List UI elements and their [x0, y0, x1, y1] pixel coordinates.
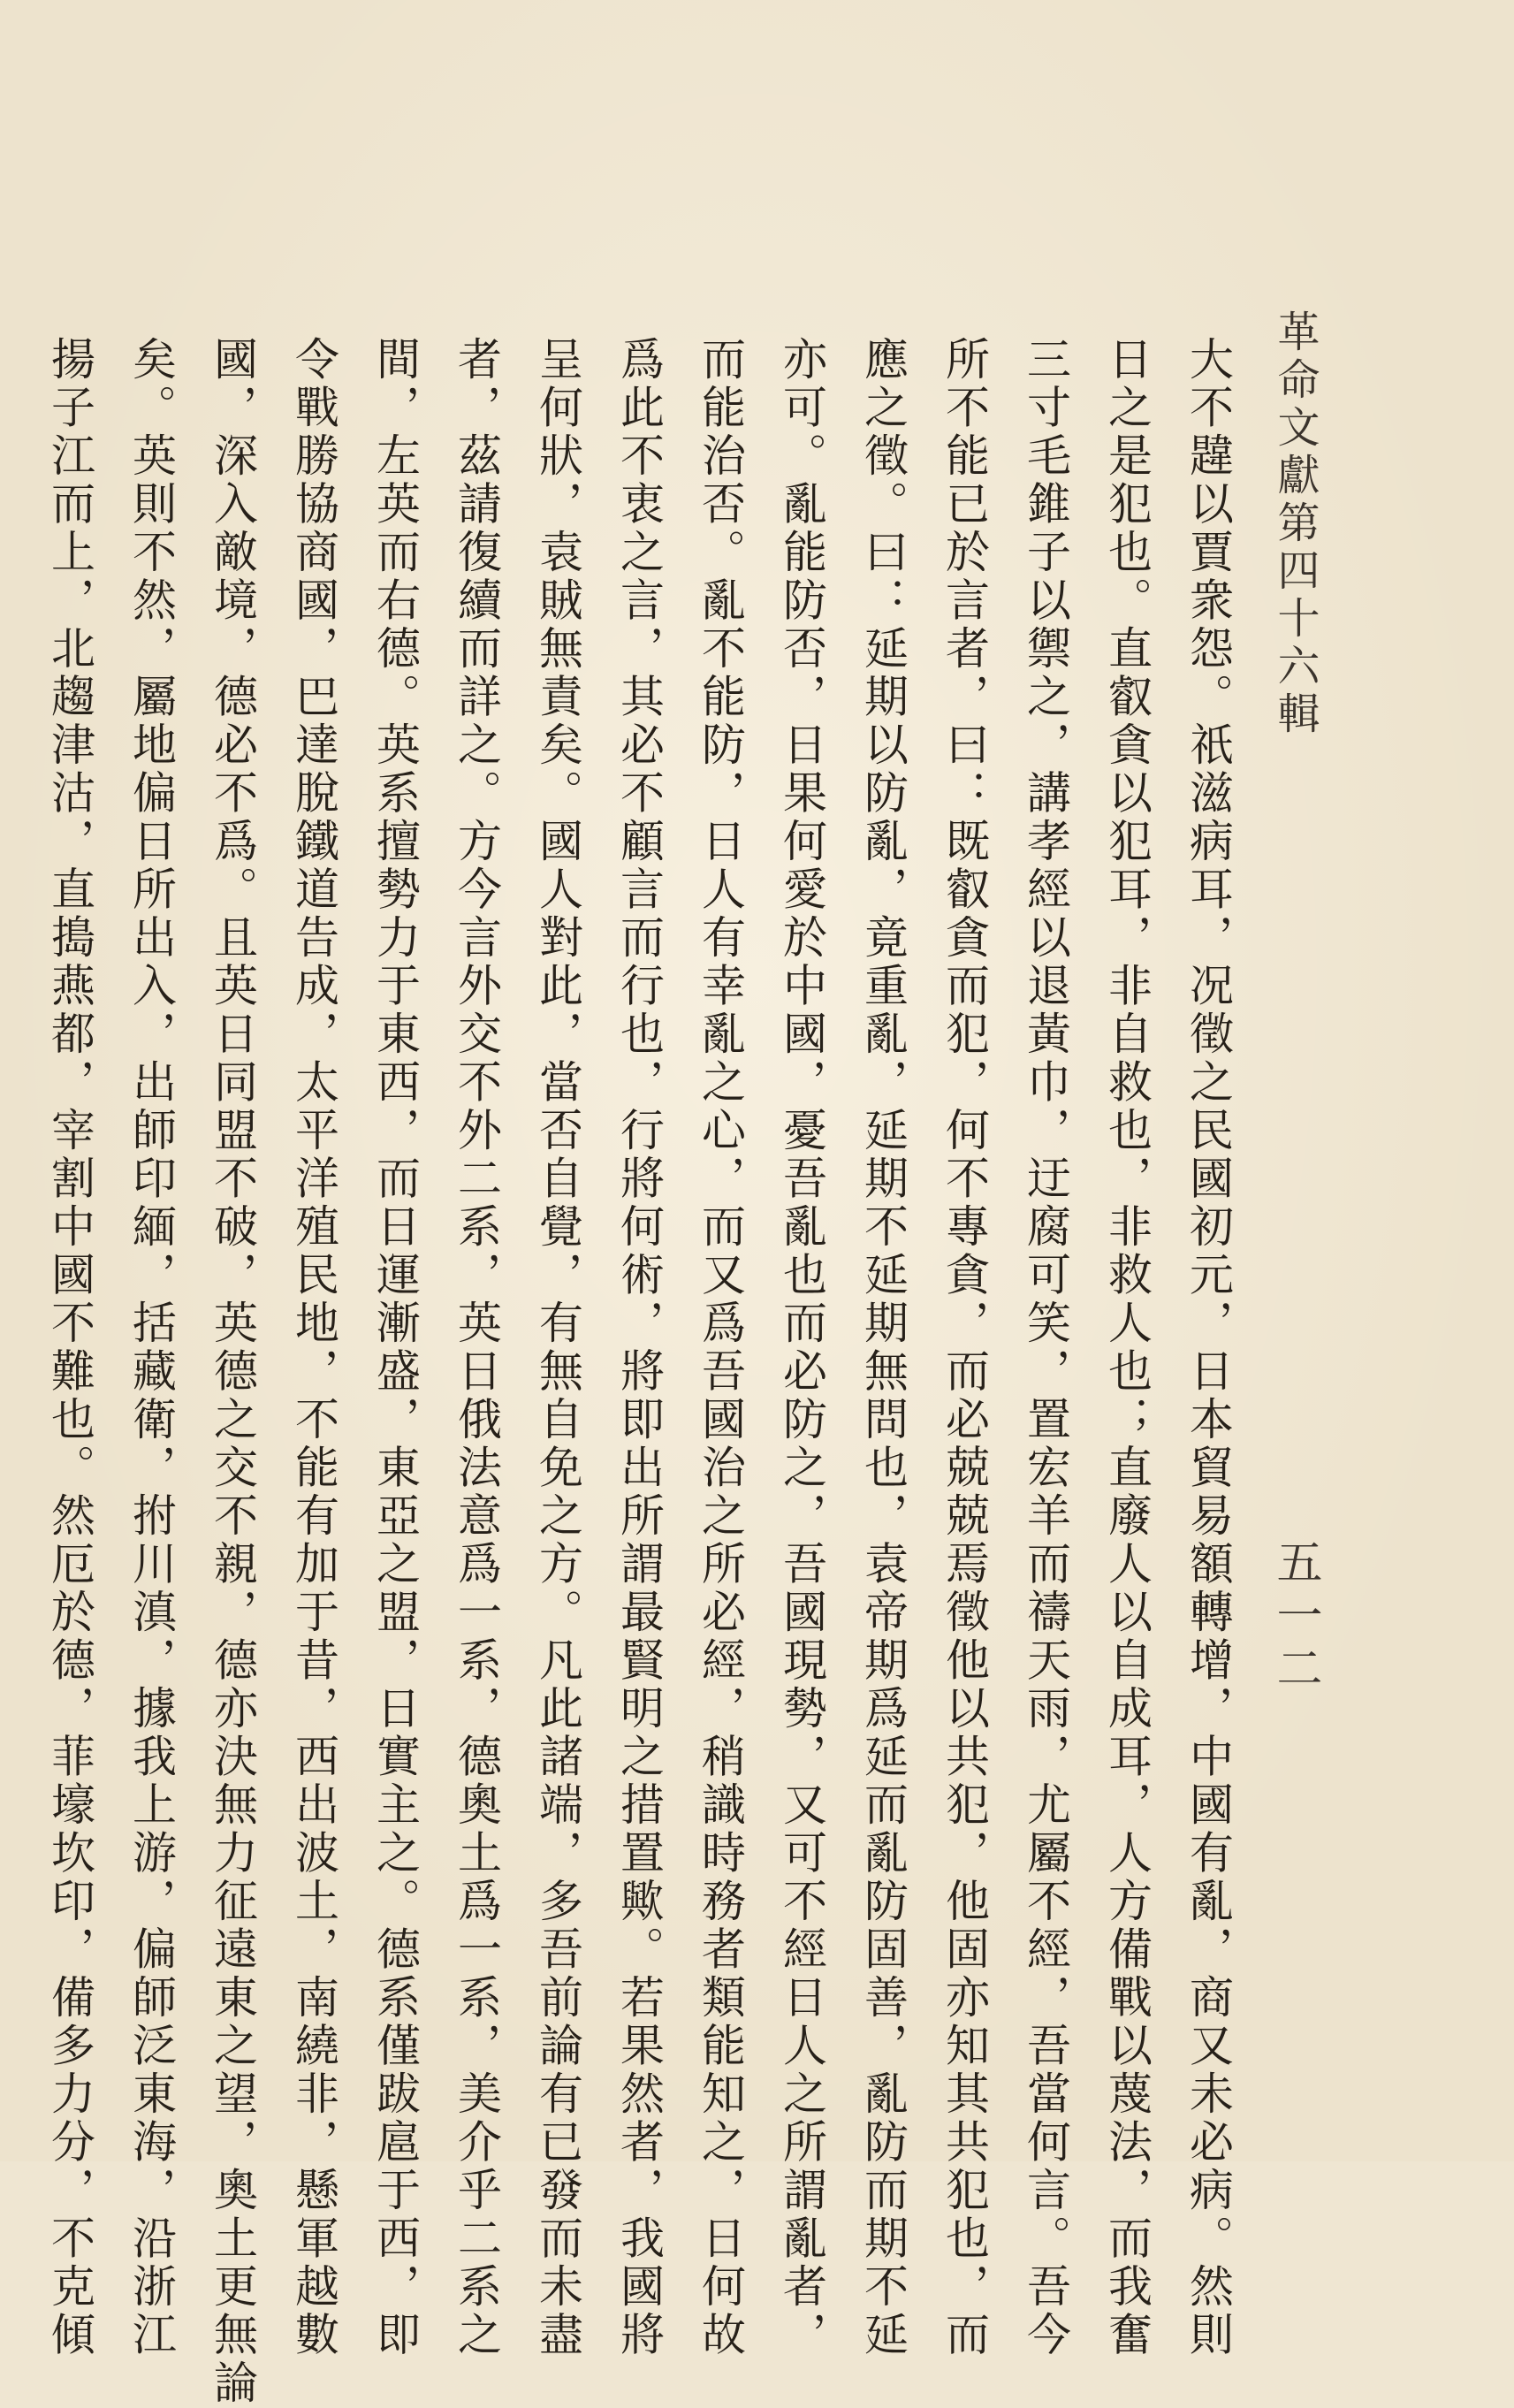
text-column: 者，茲請復續而詳之。方今言外交不外二系，英日俄法意爲一系，德奧土爲一系，美介乎二系之	[451, 336, 502, 2359]
text-column: 所不能已於言者，曰：既叡貪而犯，何不專貪，而必兢兢焉徵他以共犯，他固亦知其共犯也，而	[939, 336, 990, 2359]
text-column: 應之徵。曰：延期以防亂，竟重亂，延期不延期無問也，袁帝期爲延而亂防固善，亂防而期不延	[857, 336, 909, 2359]
text-column: 國，深入敵境，德必不爲。且英日同盟不破，英德之交不親，德亦決無力征遠東之望，奧土更無論	[207, 336, 258, 2408]
text-column: 三寸毛錐子以禦之，講孝經以退黃巾，迂腐可笑，置宏羊而禱天雨，尤屬不經，吾當何言。吾今	[1020, 336, 1071, 2359]
text-column: 日之是犯也。直叡貪以犯耳，非自救也，非救人也；直廢人以自成耳，人方備戰以蔑法，而我奮	[1101, 336, 1153, 2359]
text-column: 爲此不衷之言，其必不顧言而行也，行將何術，將即出所謂最賢明之措置歟。若果然者，我國將	[613, 336, 665, 2359]
text-column: 矣。英則不然，屬地偏日所出入，出師印緬，括藏衛，拊川滇，據我上游，偏師泛東海，沿浙江	[126, 336, 177, 2359]
text-column: 揚子江而上，北趨津沽，直搗燕都，宰割中國不難也。然厄於德，菲壕坎印，備多力分，不克傾	[44, 336, 95, 2359]
text-column: 令戰勝協商國，巴達脫鐵道告成，太平洋殖民地，不能有加于昔，西出波土，南繞非，懸軍越數	[288, 336, 339, 2359]
text-column: 大不韙以賈衆怨。祇滋病耳，况徵之民國初元，日本貿易額轉增，中國有亂，商又未必病。然則	[1183, 336, 1234, 2359]
body-text	[44, 336, 1249, 2408]
text-column: 間，左英而右德。英系擅勢力于東西，而日運漸盛，東亞之盟，日實主之。德系僅跋扈于西，即	[369, 336, 421, 2359]
page-number: 五一二	[1268, 1538, 1321, 1697]
text-column: 呈何狀，袁賊無責矣。國人對此，當否自覺，有無自免之方。凡此諸端，多吾前論有已發而未盡	[532, 336, 583, 2359]
text-column: 而能治否。亂不能防，日人有幸亂之心，而又爲吾國治之所必經，稍識時務者類能知之，日何故	[695, 336, 746, 2359]
running-head: 革命文獻第四十六輯	[1270, 309, 1320, 739]
text-column: 亦可。亂能防否，日果何愛於中國，憂吾亂也而必防之，吾國現勢，又可不經日人之所謂亂者，	[776, 336, 827, 2359]
